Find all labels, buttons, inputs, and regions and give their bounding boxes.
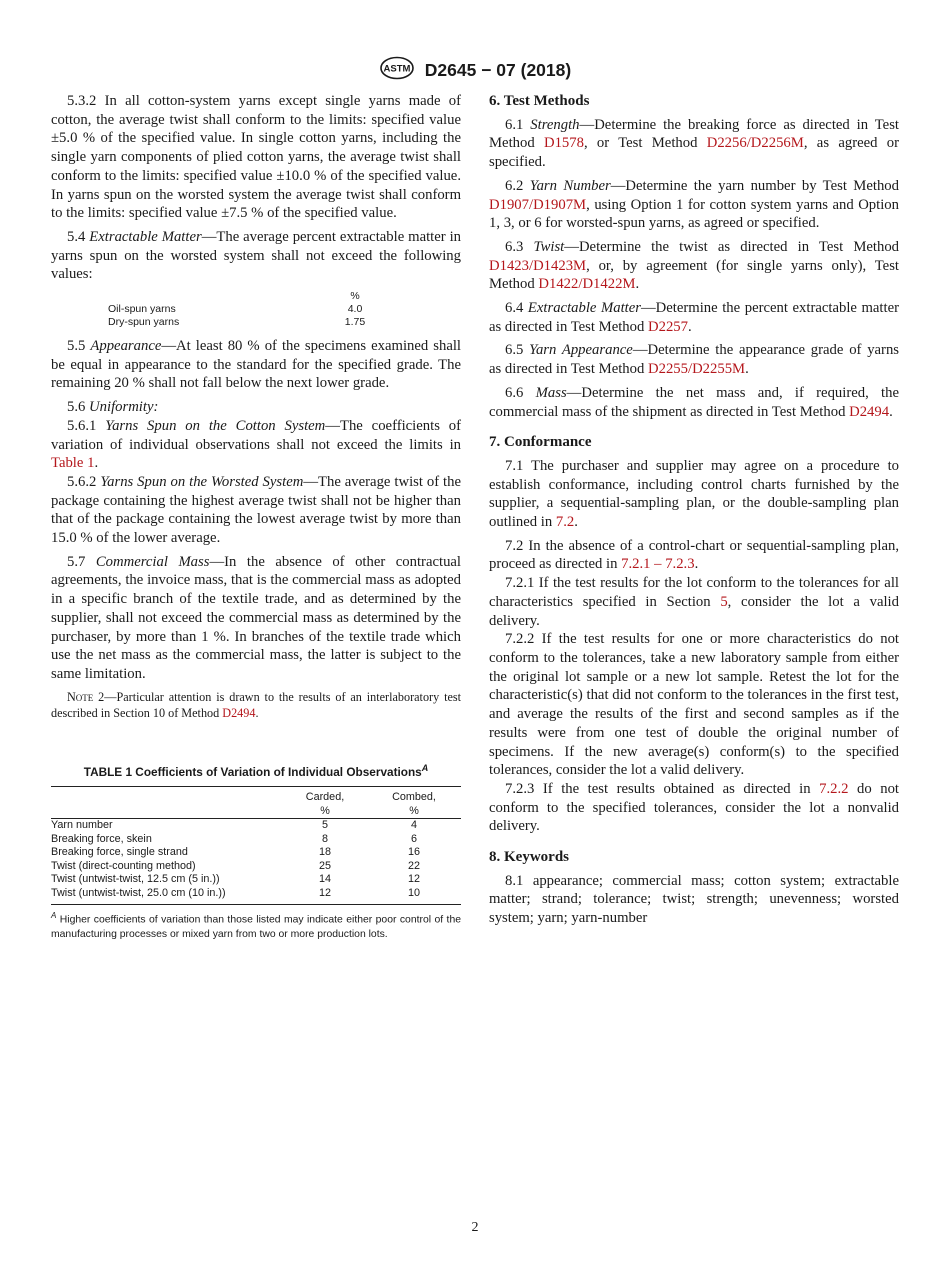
para-5-3-2: 5.3.2 In all cotton-system yarns except single yarns made of cotton, the average twist shall conform to the limits: specified value ±5.0 % of the specified value. In single cotton yarns, including the single yarn components of plied cotton yarns, the average twist shall conform to the limits: specified value ±10.0 % of the specified value. In yarns spun on the worsted system the average twist shall conform to the limits: specified value ±7.5 % of the specified value. [51,93,461,222]
page-header [0,56,950,85]
astm-logo-icon [379,56,415,80]
svg-text:ASTM: ASTM [383,63,411,75]
para-8-1: 8.1 appearance; commercial mass; cotton system; extractable matter; strand; tolerance; twist; strength; unevenness; worsted system; yarn; yarn-number [489,872,899,927]
col-header-combed: Combed, [392,791,436,804]
table-row: Twist (untwist-twist, 25.0 cm (10 in.)) 12 10 [51,886,420,899]
para-6-6: 6.6 Mass—Determine the net mass and, if required, the commercial mass of the shipment as directed in Test Method D2494. [489,384,899,420]
table-row: Yarn number 5 4 [51,819,417,832]
para-6-4: 6.4 Extractable Matter—Determine the percent extractable matter as directed in Test Method D2257. [489,300,899,335]
para-5-7: 5.7 Commercial Mass—In the absence of other contractual agreements, the invoice mass, that is the commercial mass as adopted in a specific branch of the textile trade, and as determined by the supplier, shall not exceed the commercial mass as determined by the purchaser, by more than 1 %. In branches of the textile trade which use the net mass as the commercial mass, the latter is subject to the same limitation. [51,553,462,682]
table-1-footnote: $^A$ Higher coefficients of variation than those listed may indicate either poor control of the manufacturing processes or mixed yarn from two or more production lots. [51,911,461,940]
section-8-heading: 8. Keywords [489,849,569,866]
ref-7-2-1-link[interactable]: 7.2.1 – 7.2.3 [621,556,695,573]
document-id: D2645 − 07 (2018) [424,60,572,80]
astm-logo [379,56,415,85]
table-row: Twist (untwist-twist, 12.5 cm (5 in.)) 14 12 [51,873,420,886]
d2494-link[interactable]: D2494 [849,403,890,420]
para-7-1: 7.1 The purchaser and supplier may agree on a procedure to establish conformance, including control charts furnished by the supplier, a sequential-sampling plan, or the double-sampling plan outlined in 7.2. [489,457,899,531]
ref-7-2-2-link[interactable]: 7.2.2 [819,780,849,797]
section-7-heading: 7. Conformance [489,434,592,451]
d1423-link[interactable]: D1423/D1423M [489,257,587,274]
ref-7-2-link[interactable]: 7.2 [555,514,575,531]
table-row: Oil-spun yarns 4.0 [108,303,363,316]
col-header-carded: Carded, [305,791,345,804]
table-row: Breaking force, single strand 18 16 [51,846,420,859]
note-2: Note 2—Particular attention is drawn to the results of an interlaboratory test described in Section 10 of Method D2494. [51,689,461,720]
para-6-2: 6.2 Yarn Number—Determine the yarn number by Test Method D1907/D1907M, using Option 1 for cotton system yarns and Option 1, 3, or 6 for worsted-spun yarns, as agreed or specified. [489,177,899,232]
unit-header: % [350,290,360,303]
ref-section-5-link[interactable]: 5 [720,593,728,610]
para-5-6: 5.6 Uniformity: [67,399,159,416]
table-1-caption: TABLE 1 Coefficients of Variation of Individual Observations$^A$ [83,762,429,779]
para-5-6-1: 5.6.1 Yarns Spun on the Cotton System—The coefficients of variation of individual observations shall not exceed the limits in Table 1. [51,417,462,472]
para-6-1: 6.1 Strength—Determine the breaking force as directed in Test Method D1578, or Test Method D2256/D2256M, as agreed or specified. [489,116,900,171]
left-column [51,92,461,942]
table-row: Dry-spun yarns 1.75 [108,316,366,329]
d2256-link[interactable]: D2256/D2256M [706,135,804,152]
d1907-link[interactable]: D1907/D1907M [489,196,587,213]
section-6-heading: 6. Test Methods [489,93,590,109]
extractable-matter-table [51,290,461,329]
d2494-link[interactable]: D2494 [222,705,256,720]
page-number: 2 [471,1220,479,1235]
para-7-2-2: 7.2.2 If the test results for one or more characteristics do not conform to the tolerances, take a new laboratory sample from either the original lot sample or a new lot sample. Retest the lot for the characteristic(s) that did not conform to the tolerances in the first test, and average the results of the first and second samples as if the results were from one test of double the original number of specimens. If the new average(s) conform(s) to the specified tolerances, consider the lot a valid delivery. [489,631,899,779]
table-row: Twist (direct-counting method) 25 22 [51,859,420,872]
para-7-2-3: 7.2.3 If the test results obtained as directed in 7.2.2 do not conform to the specified tolerances, consider the lot a nonvalid delivery. [489,780,899,835]
table-1: Carded, Combed, % % Yarn number 5 4 Breaking force, skein 8 6 Breaking force, single strand 18 16 Twist (direct-counting method) 25 22 Twist (untwist-twist, 12.5 cm (5 in.)) 14 12 Twist (untwist-twist, 25.0 cm (10 in.)) 12 10 [51,786,461,905]
para-5-5: 5.5 Appearance—At least 80 % of the specimens examined shall be equal in appearance to the standard for the specified grade. The remaining 20 % shall not fall below the next lower grade. [51,338,462,392]
right-column [489,92,899,933]
para-5-6-2: 5.6.2 Yarns Spun on the Worsted System—The average twist of the package containing the highest average twist shall not be higher than that of the package containing the lowest average twist by more than 15.0 % of the lower average. [51,473,461,547]
d1578-link[interactable]: D1578 [543,135,584,152]
para-6-3: 6.3 Twist—Determine the twist as directed in Test Method D1423/D1423M, or, by agreement (for single yarns only), Test Method D1422/D1422M. [489,238,900,293]
d2257-link[interactable]: D2257 [648,318,688,335]
para-6-5: 6.5 Yarn Appearance—Determine the appearance grade of yarns as directed in Test Method D2255/D2255M. [489,342,900,378]
para-7-2: 7.2 In the absence of a control-chart or sequential-sampling plan, proceed as directed in 7.2.1 – 7.2.3. [489,537,899,573]
para-7-2-1: 7.2.1 If the test results for the lot conform to the tolerances for all characteristics specified in Section 5, consider the lot a valid delivery. [489,575,899,629]
d1422-link[interactable]: D1422/D1422M [538,276,636,293]
table-row: Breaking force, skein 8 6 [51,832,417,845]
para-5-4: 5.4 Extractable Matter—The average percent extractable matter in yarns spun on the worsted system shall not exceed the following values: [51,228,461,283]
d2255-link[interactable]: D2255/D2255M [648,361,746,378]
table-1-link[interactable]: Table 1 [51,455,95,472]
